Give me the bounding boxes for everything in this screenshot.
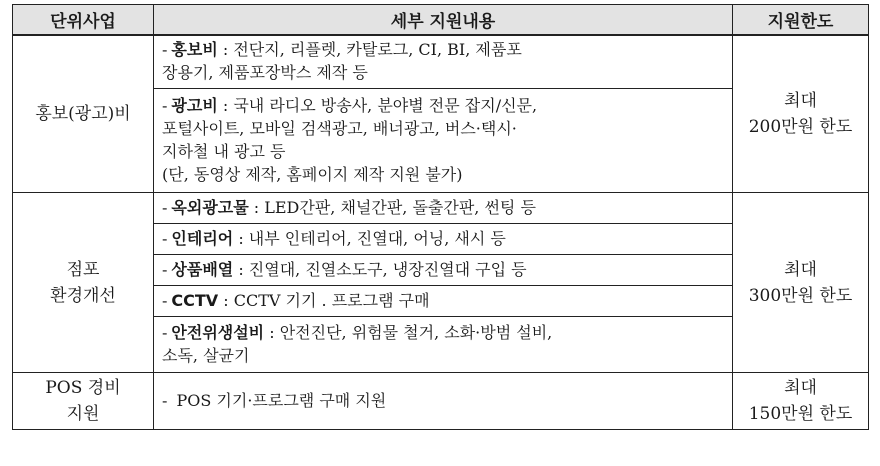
unit-label: 지원 xyxy=(66,404,100,424)
table-row xyxy=(13,373,869,430)
item-text: : 진열대, 진열소도구, 냉장진열대 구입 등 xyxy=(233,260,527,279)
detail-cell-safety xyxy=(154,317,733,373)
detail-line xyxy=(162,196,724,219)
limit-label: 최대 xyxy=(784,259,817,280)
item-text-continued: 포털사이트, 모바일 검색광고, 배너광고, 버스·택시· xyxy=(162,119,517,138)
table-body xyxy=(13,35,869,430)
unit-cell-pos xyxy=(13,373,154,430)
unit-cell-promotion xyxy=(13,35,154,193)
unit-label: 환경개선 xyxy=(50,285,116,306)
header-limit: 지원한도 xyxy=(733,5,869,35)
header-unit: 단위사업 xyxy=(13,5,154,35)
detail-line xyxy=(162,289,724,312)
item-text: : CCTV 기기 . 프로그램 구매 xyxy=(218,291,430,310)
detail-line xyxy=(162,227,724,250)
item-text-continued: 장용기, 제품포장박스 제작 등 xyxy=(162,63,368,83)
detail-cell-pos xyxy=(154,373,733,430)
item-text: : 국내 라디오 방송사, 분야별 전문 잡지/신문, xyxy=(217,96,538,115)
detail-cell-promotion-cost xyxy=(154,35,733,89)
unit-label: 점포 xyxy=(66,259,100,280)
limit-cell-store xyxy=(733,193,869,373)
item-dash: - xyxy=(162,260,168,279)
table-row xyxy=(13,35,869,89)
item-name: 상품배열 xyxy=(171,260,234,279)
detail-line xyxy=(162,321,724,344)
header-detail: 세부 지원내용 xyxy=(154,5,733,35)
item-dash: - xyxy=(162,198,168,217)
detail-line xyxy=(162,94,724,117)
item-text: POS 기기·프로그램 구매 지원 xyxy=(171,391,387,410)
detail-cell-ad-cost xyxy=(154,89,733,193)
item-text: : LED간판, 채널간판, 돌출간판, 썬팅 등 xyxy=(248,198,536,217)
limit-amount: 150만원 한도 xyxy=(748,404,853,424)
item-text-continued: 지하철 내 광고 등 xyxy=(162,142,286,161)
item-text: : 안전진단, 위험물 철거, 소화·방범 설비, xyxy=(264,323,553,342)
limit-label: 최대 xyxy=(784,90,817,111)
item-dash: - xyxy=(162,323,168,342)
detail-line xyxy=(162,389,724,412)
detail-cell-interior xyxy=(154,224,733,255)
detail-cell-cctv xyxy=(154,286,733,317)
detail-cell-display xyxy=(154,255,733,286)
detail-cell-outdoor-ad xyxy=(154,193,733,224)
item-dash: - xyxy=(162,229,168,248)
item-text-continued: (단, 동영상 제작, 홈페이지 제작 지원 불가) xyxy=(162,165,463,184)
table-row xyxy=(13,193,869,224)
header-row xyxy=(13,5,869,35)
unit-label: POS 경비 xyxy=(45,378,121,398)
item-dash: - xyxy=(162,391,168,410)
unit-cell-store xyxy=(13,193,154,373)
limit-amount: 200만원 한도 xyxy=(748,116,853,137)
item-name: 인테리어 xyxy=(171,229,234,248)
item-dash: - xyxy=(162,291,168,310)
item-name: 옥외광고물 xyxy=(171,198,249,217)
detail-line xyxy=(162,38,724,61)
item-dash: - xyxy=(162,96,168,115)
item-text: : 내부 인테리어, 진열대, 어닝, 새시 등 xyxy=(233,229,506,248)
support-table xyxy=(12,4,869,430)
item-dash: - xyxy=(162,40,168,60)
table-header xyxy=(13,5,869,35)
item-text-continued: 소독, 살균기 xyxy=(162,346,250,365)
item-text: : 전단지, 리플렛, 카탈로그, CI, BI, 제품포 xyxy=(217,40,522,60)
detail-line xyxy=(162,258,724,281)
item-name: 안전위생설비 xyxy=(171,323,265,342)
item-name: 홍보비 xyxy=(171,40,218,60)
unit-label: 홍보(광고)비 xyxy=(35,103,131,124)
item-name: CCTV xyxy=(171,291,219,310)
limit-cell-promotion xyxy=(733,35,869,193)
item-name: 광고비 xyxy=(171,96,218,115)
limit-label: 최대 xyxy=(784,378,817,398)
limit-amount: 300만원 한도 xyxy=(748,285,853,306)
limit-cell-pos xyxy=(733,373,869,430)
